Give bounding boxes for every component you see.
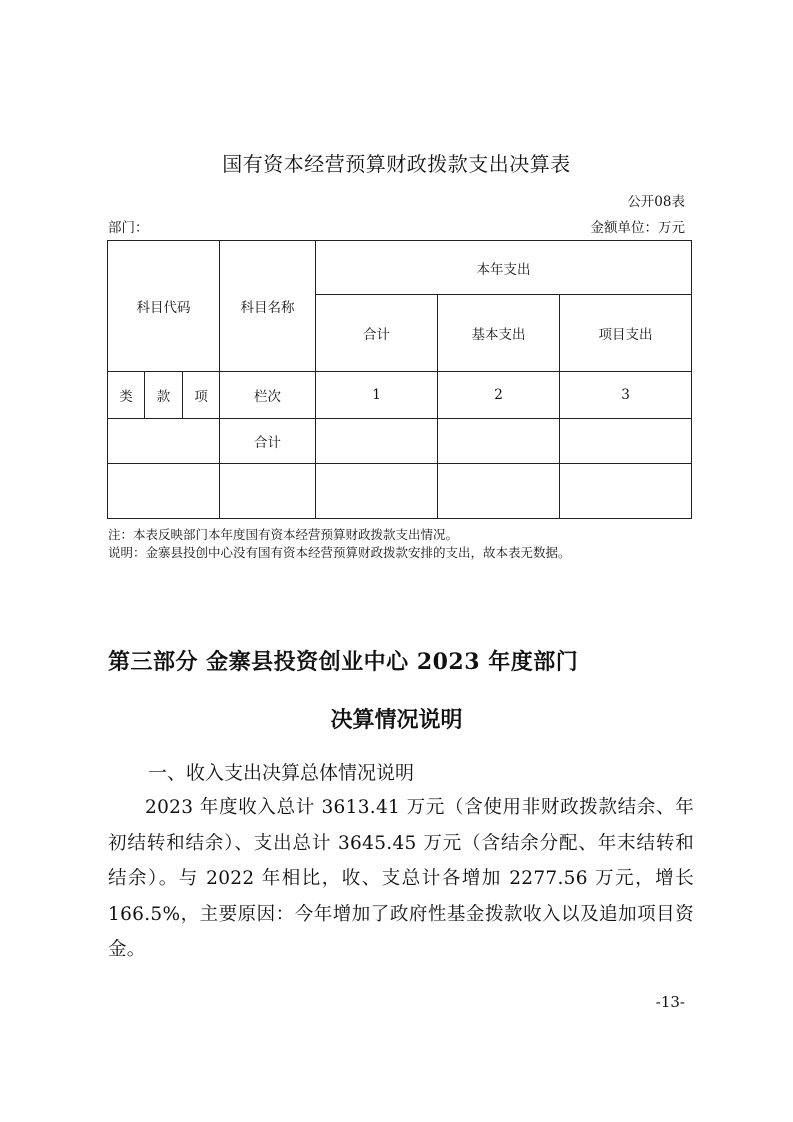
table-title: 国有资本经营预算财政拨款支出决算表	[222, 152, 571, 176]
sub-header-item: 项	[183, 372, 220, 419]
column-index-1: 1	[316, 372, 438, 419]
table-cell	[438, 464, 560, 519]
table-explanation: 说明：金寨县投创中心没有国有资本经营预算财政拨款安排的支出，故本表无数据。	[108, 545, 571, 560]
sub-header-class: 类	[108, 372, 145, 419]
header-subject-name: 科目名称	[220, 241, 316, 372]
column-index-3: 3	[560, 372, 692, 419]
column-index-2: 2	[438, 372, 560, 419]
table-total-row	[108, 419, 692, 464]
header-year-expense: 本年支出	[316, 241, 692, 295]
form-number: 公开08表	[627, 194, 685, 210]
table-empty-row	[108, 464, 692, 519]
table-cell	[220, 464, 316, 519]
subsection-title: 一、收入支出决算总体情况说明	[148, 762, 415, 784]
table-cell	[560, 419, 692, 464]
table-header-row	[108, 241, 692, 295]
row-index-label: 栏次	[220, 372, 316, 419]
table-cell	[316, 464, 438, 519]
table-note: 注：本表反映部门本年度国有资本经营预算财政拨款支出情况。	[108, 527, 459, 542]
header-project-expense: 项目支出	[560, 295, 692, 372]
total-row-label: 合计	[220, 419, 316, 464]
table-cell	[108, 464, 220, 519]
section-title-line2: 决算情况说明	[330, 707, 463, 733]
department-label: 部门：	[108, 220, 149, 236]
table-index-row	[108, 372, 692, 419]
summary-paragraph: 2023 年度收入总计 3613.41 万元（含使用非财政拨款结余、年初结转和结余）、支出总计 3645.45 万元（含结余分配、年末结转和结余）。与 2022 年相比，收、支总计各增加 2277.56 万元，增长 166.5%，主要原因：今年增加了政府性基金拨款收入以及追加项目资金。	[108, 797, 694, 960]
header-subject-code: 科目代码	[108, 241, 220, 372]
sub-header-section: 款	[145, 372, 183, 419]
table-cell	[316, 419, 438, 464]
page-number: -13-	[655, 993, 685, 1011]
header-total: 合计	[316, 295, 438, 372]
amount-unit-label: 金额单位：万元	[590, 220, 685, 236]
section-title-line1: 第三部分 金寨县投资创业中心 2023 年度部门	[108, 649, 579, 675]
header-basic-expense: 基本支出	[438, 295, 560, 372]
table-cell	[108, 419, 220, 464]
table-cell	[560, 464, 692, 519]
budget-table	[107, 240, 692, 519]
table-cell	[438, 419, 560, 464]
